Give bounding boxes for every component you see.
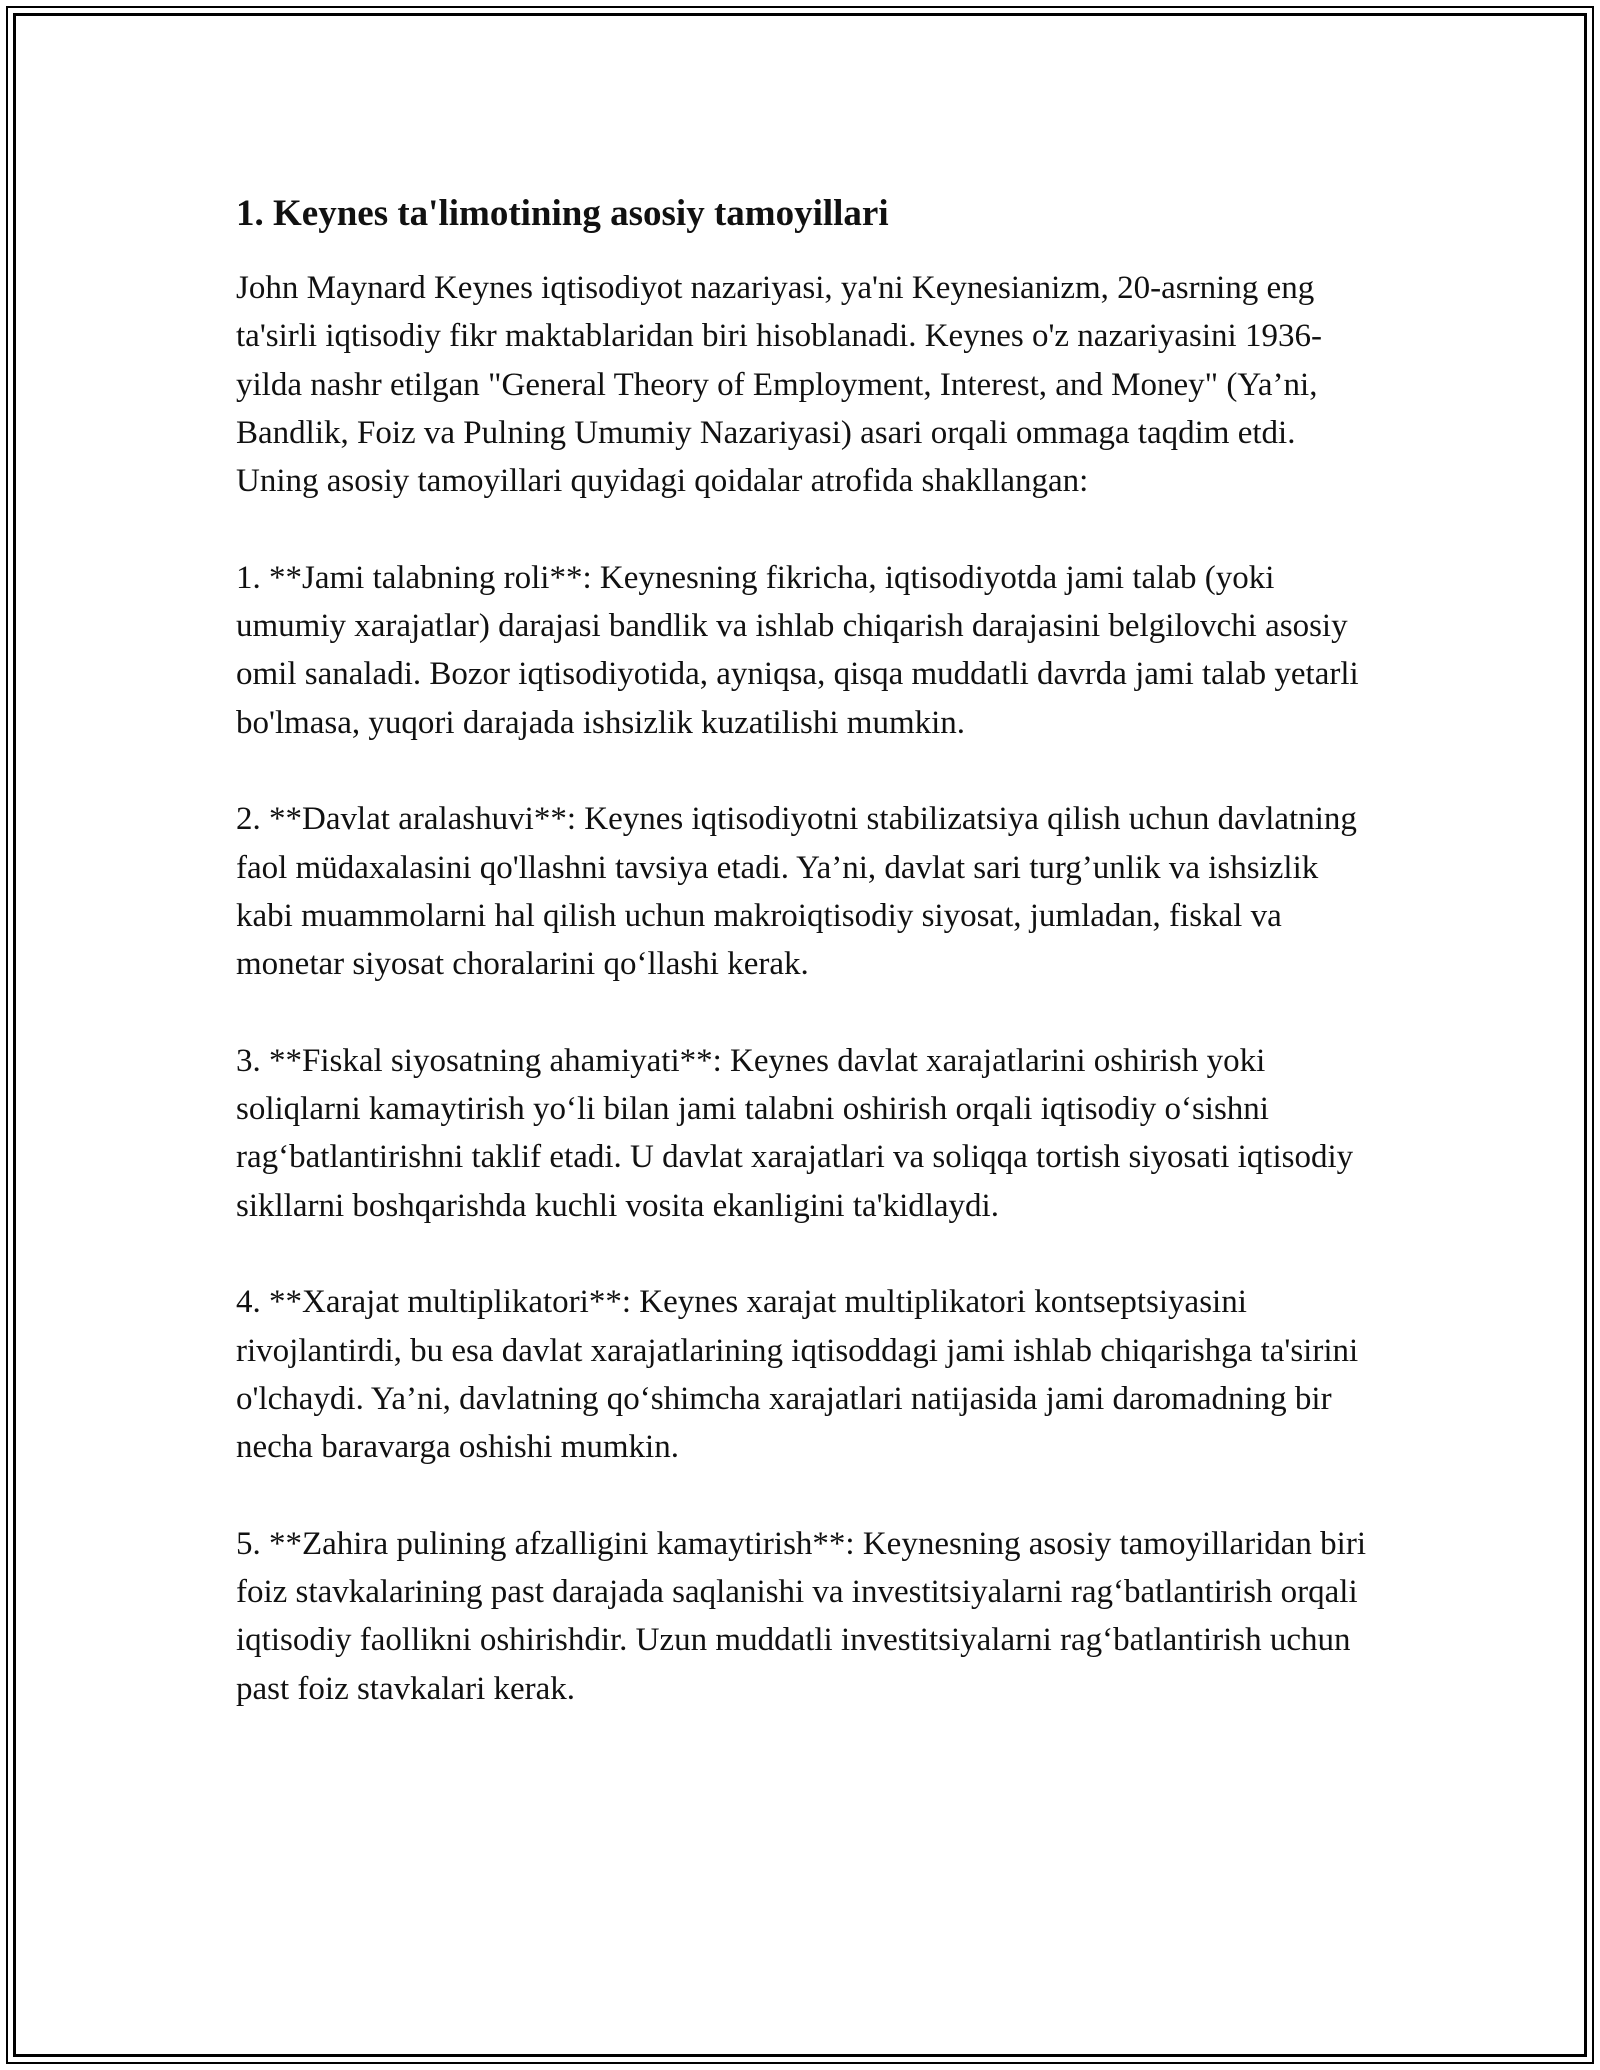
list-item: 5. **Zahira pulining afzalligini kamaytirish**: Keynesning asosiy tamoyillaridan biri foiz stavkalarining past darajada saqlanishi va investitsiyalarni rag‘batlantirish orqali iqtisodiy faollikni oshirishdir. Uzun muddatli investitsiyalarni rag‘batlantirish uchun past foiz stavkalari kerak. <box>236 1525 1367 1707</box>
list-item: 2. **Davlat aralashuvi**: Keynes iqtisodiyotni stabilizatsiya qilish uchun davlatning faol müdaxalasini qo'llashni tavsiya etadi. Ya’ni, davlat sari turg’unlik va ishsizlik kabi muammolarni hal qilish uchun makroiqtisodiy siyosat, jumladan, fiskal va monetar siyosat choralarini qo‘llashi kerak. <box>236 801 1357 983</box>
intro-paragraph: John Maynard Keynes iqtisodiyot nazariyasi, ya'ni Keynesianizm, 20-asrning eng ta'sirli iqtisodiy fikr maktablaridan biri hisoblanadi. Keynes o'z nazariyasini 1936-yilda nashr etilgan "General Theory of Employment, Interest, and Money" (Ya’ni, Bandlik, Foiz va Pulning Umumiy Nazariyasi) asari orqali ommaga taqdim etdi. Uning asosiy tamoyillari quyidagi qoidalar atrofida shakllangan: <box>236 270 1322 500</box>
list-item: 4. **Xarajat multiplikatori**: Keynes xarajat multiplikatori kontseptsiyasini rivojlantirdi, bu esa davlat xarajatlarining iqtisoddagi jami ishlab chiqarishga ta'sirini o'lchaydi. Ya’ni, davlatning qo‘shimcha xarajatlari natijasida jami daromadning bir necha baravarga oshishi mumkin. <box>236 1284 1359 1466</box>
section-heading: 1. Keynes ta'limotining asosiy tamoyillari <box>236 193 889 234</box>
list-item: 1. **Jami talabning roli**: Keynesning fikricha, iqtisodiyotda jami talab (yoki umumiy xarajatlar) darajasi bandlik va ishlab chiqarish darajasini belgilovchi asosiy omil sanaladi. Bozor iqtisodiyotida, ayniqsa, qisqa muddatli davrda jami talab yetarli bo'lmasa, yuqori darajada ishsizlik kuzatilishi mumkin. <box>236 559 1359 741</box>
document-body <box>236 188 1376 1761</box>
list-item: 3. **Fiskal siyosatning ahamiyati**: Keynes davlat xarajatlarini oshirish yoki soliqlarni kamaytirish yo‘li bilan jami talabni oshirish orqali iqtisodiy o‘sishni rag‘batlantirishni taklif etadi. U davlat xarajatlari va soliqqa tortish siyosati iqtisodiy sikllarni boshqarishda kuchli vosita ekanligini ta'kidlaydi. <box>236 1042 1354 1224</box>
